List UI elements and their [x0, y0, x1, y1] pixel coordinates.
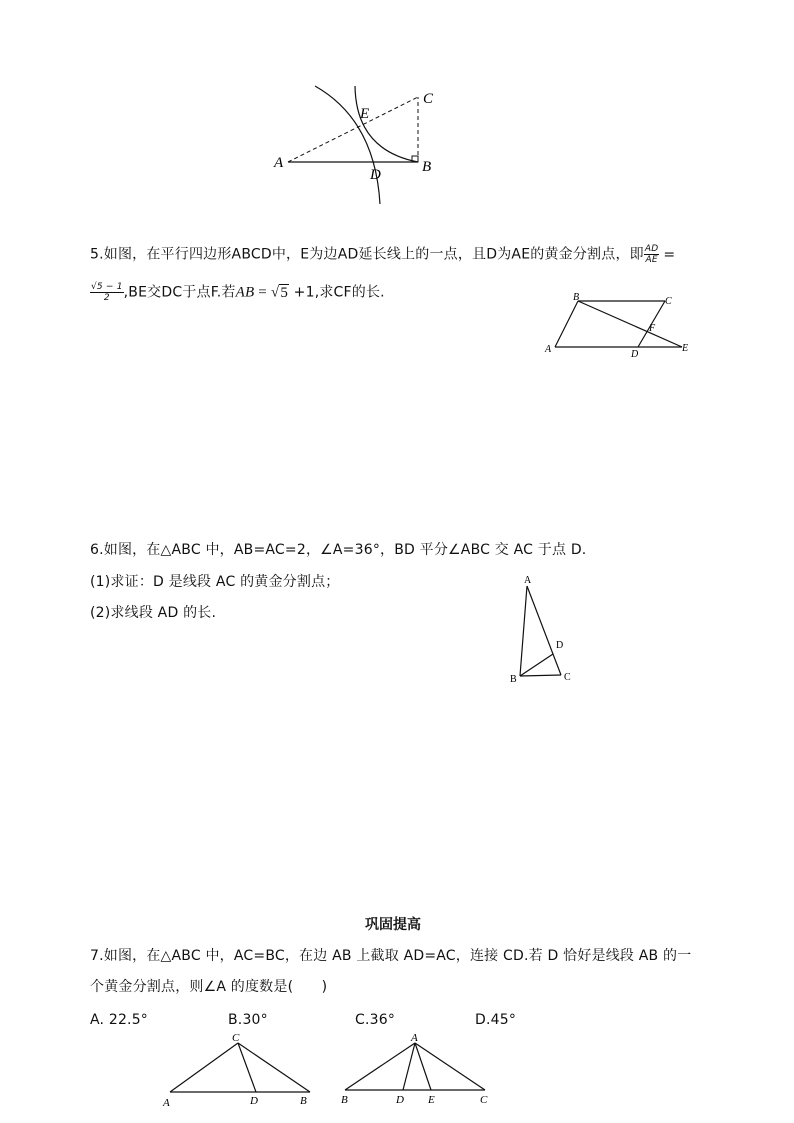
q7-line1: 7.如图，在△ABC 中，AC=BC，在边 AB 上截取 AD=AC，连接 CD.若 D 恰好是线段 AB 的一 — [90, 948, 692, 964]
label-c: C — [232, 1032, 240, 1044]
figure-q6-triangle — [505, 572, 585, 687]
math-ab: AB — [235, 284, 255, 301]
label-d: D — [556, 640, 564, 651]
label-d: D — [250, 1095, 258, 1107]
figure-top-triangle-arcs — [260, 80, 450, 210]
label-e: E — [682, 343, 689, 354]
figure-q5-parallelogram — [540, 290, 700, 365]
q5-line2 — [90, 282, 385, 303]
sqrt-radicand: 5 — [280, 284, 289, 301]
label-a: A — [524, 575, 532, 586]
segment-ac — [527, 586, 564, 675]
q5-text-cont: ,BE交DC于点F.若 — [123, 284, 236, 301]
q7-option-d: D.45° — [475, 1012, 517, 1028]
segment-bc — [520, 675, 561, 676]
fraction-ad-over-ae — [644, 244, 660, 265]
segment-ac-dashed — [288, 97, 418, 162]
q7-option-c: C.36° — [355, 1012, 396, 1028]
q5-text-end: +1,求CF的长. — [289, 284, 385, 301]
q7-line2: 个黄金分割点，则∠A 的度数是( ) — [90, 979, 328, 995]
segment-bc — [238, 1043, 310, 1092]
fraction-numerator: √5 − 1 — [91, 282, 123, 292]
label-c: C — [564, 672, 571, 683]
q6-part2: (2)求线段 AD 的长. — [90, 605, 217, 621]
segment-cd — [238, 1043, 256, 1092]
label-a: A — [274, 155, 284, 171]
label-c: C — [665, 296, 672, 307]
label-b: B — [573, 292, 580, 303]
segment-be — [578, 301, 682, 347]
label-a: A — [545, 344, 552, 355]
q6-part1: (1)求证：D 是线段 AC 的黄金分割点； — [90, 574, 340, 590]
q5-line1 — [90, 244, 675, 265]
fraction-golden-ratio — [90, 282, 124, 303]
label-a: A — [411, 1032, 418, 1044]
math-eq: = — [254, 284, 271, 301]
figure-q7-triangle-1 — [160, 1030, 320, 1110]
segment-ae — [415, 1043, 431, 1090]
label-d: D — [631, 349, 639, 360]
label-b: B — [300, 1095, 307, 1107]
fraction-numerator: AD — [644, 244, 659, 254]
segment-ab — [520, 586, 527, 676]
q7-option-b: B.30° — [228, 1012, 268, 1028]
label-e: E — [428, 1094, 435, 1106]
segment-ab — [555, 301, 578, 347]
fraction-denominator: AE — [645, 255, 658, 265]
label-d: D — [396, 1094, 404, 1106]
segment-ac — [170, 1043, 238, 1092]
arc-centered-a — [315, 86, 380, 204]
label-b: B — [422, 159, 432, 175]
fraction-denominator: 2 — [103, 293, 110, 303]
equals-sign: = — [663, 246, 676, 263]
q6-line1: 6.如图，在△ABC 中，AB=AC=2，∠A=36°，BD 平分∠ABC 交 AC 于点 D. — [90, 542, 587, 558]
label-e: E — [360, 106, 370, 122]
q5-text: 5.如图，在平行四边形ABCD中，E为边AD延长线上的一点，且D为AE的黄金分割点，即 — [90, 246, 644, 263]
label-c: C — [480, 1094, 488, 1106]
label-b: B — [510, 674, 517, 685]
label-b: B — [341, 1094, 348, 1106]
sqrt-five: √5 — [270, 284, 289, 301]
segment-ac — [415, 1043, 485, 1090]
section-title: 巩固提高 — [365, 917, 421, 933]
figure-q7-triangle-2 — [335, 1030, 495, 1110]
label-c: C — [423, 91, 434, 107]
q7-option-a: A. 22.5° — [90, 1012, 149, 1028]
label-d: D — [370, 167, 381, 183]
label-a: A — [163, 1097, 170, 1109]
label-f: F — [649, 323, 656, 334]
segment-bd — [520, 654, 553, 676]
